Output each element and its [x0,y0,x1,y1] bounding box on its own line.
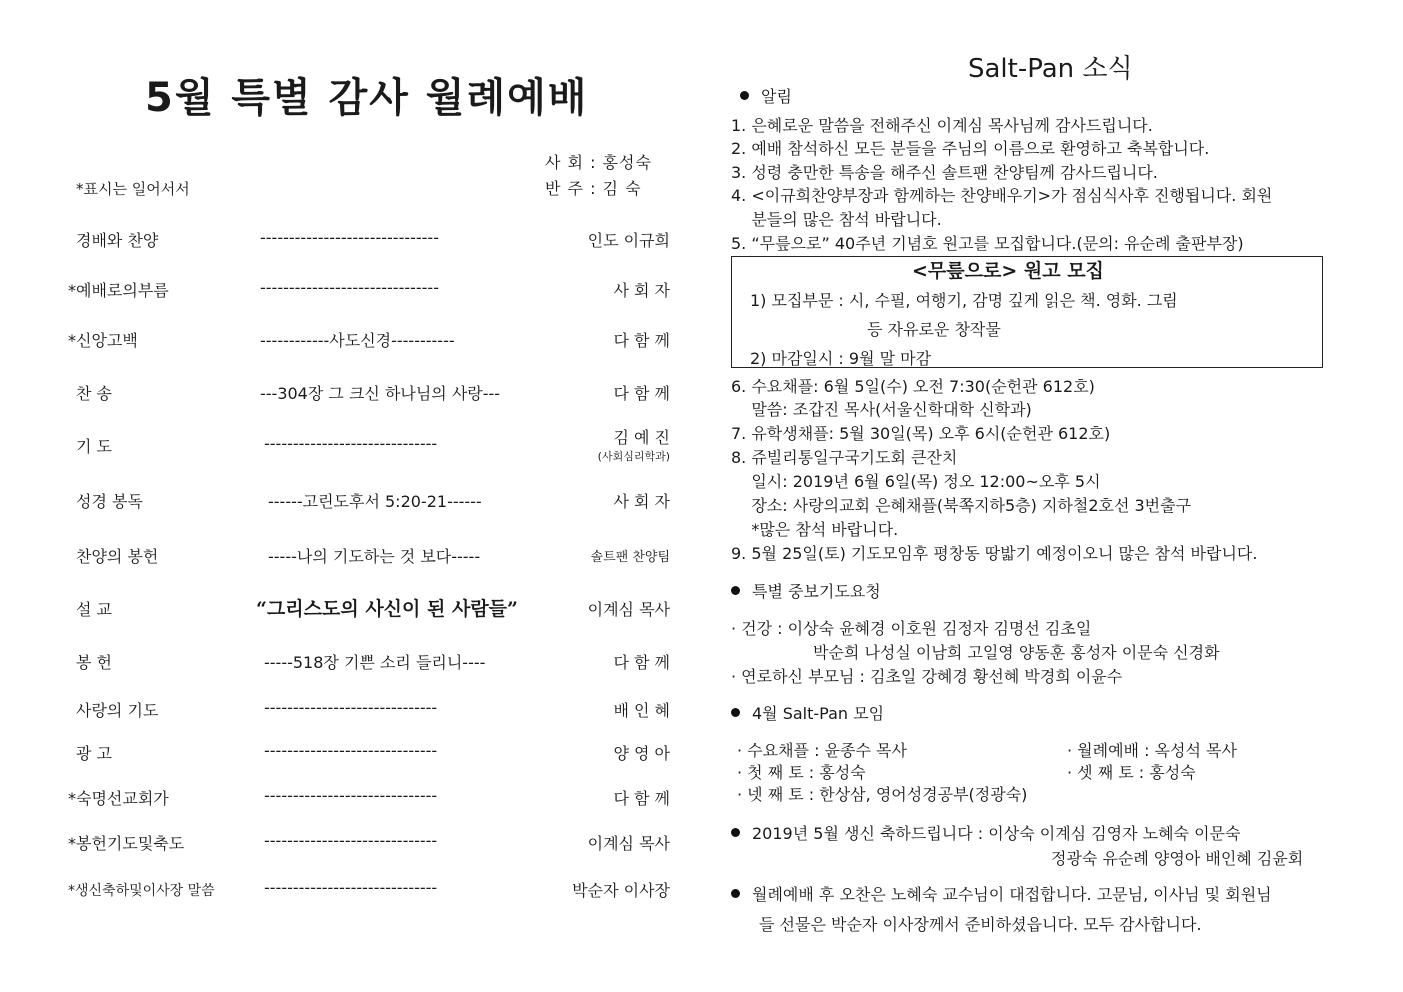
row-middle: ------------------------------ [264,831,438,850]
meeting-item: · 셋 째 토 : 홍성숙 [1067,763,1196,782]
row-label: 광 고 [76,744,112,763]
lunch-line: 월례예배 후 오찬은 노혜숙 교수님이 대접합니다. 고문님, 이사님 및 회원님 [731,882,1272,905]
row-right: 다 함 께 [613,331,670,350]
notice-item: 말씀: 조갑진 목사(서울신학대학 신학과) [731,400,1032,419]
row-label: 사랑의 기도 [76,701,159,720]
row-right: 다 함 께 [613,653,670,672]
row-label: *생신축하및이사장 말씀 [68,883,215,899]
manuscript-call-line: 등 자유로운 창작물 [867,320,1001,339]
row-middle: ------------------------------- [260,228,439,247]
row-middle: ------------------------------ [264,434,438,453]
bullet-icon [731,889,740,898]
row-label: 찬 송 [76,384,112,403]
prayer-item: 박순희 나성실 이남희 고일영 양동훈 홍성자 이문숙 신경화 [813,643,1220,662]
prayer-item: · 연로하신 부모님 : 김초일 강혜경 황선혜 박경희 이윤수 [731,667,1123,686]
prayer-item: · 건강 : 이상숙 윤혜경 이호원 김정자 김명선 김초일 [731,619,1092,638]
row-right: 배 인 혜 [613,701,670,720]
manuscript-call-line: 2) 마감일시 : 9월 말 마감 [750,349,932,368]
row-label: 성경 봉독 [76,492,143,511]
leader-accompanist: 반 주 : 김 숙 [545,179,642,198]
row-middle: ------------사도신경----------- [260,331,455,350]
row-right: 김 예 진 [613,428,670,447]
row-right: 다 함 께 [613,384,670,403]
row-right: 인도 이규희 [587,231,670,250]
row-middle: ------------------------------- [260,278,439,297]
row-label: 찬양의 봉헌 [76,547,159,566]
meeting-item: · 월례예배 : 옥성석 목사 [1067,741,1237,760]
row-right: 다 함 께 [613,789,670,808]
row-label: *예배로의부름 [68,281,169,300]
row-right: 양 영 아 [613,744,670,763]
row-middle: -----518장 기쁜 소리 들리니---- [264,653,486,672]
notice-item: 9. 5월 25일(토) 기도모임후 평창동 땅밟기 예정이오니 많은 참석 바랍니다. [731,544,1258,563]
row-middle: ---304장 그 크신 하나님의 사랑--- [260,384,501,403]
row-right: 사 회 자 [613,281,670,300]
notice-item: 일시: 2019년 6월 6일(목) 정오 12:00~오후 5시 [731,472,1101,491]
row-middle: ------------------------------ [264,741,438,760]
row-right: 솔트팬 찬양팀 [590,550,670,565]
lunch-line: 들 선물은 박순자 이사장께서 준비하셨읍니다. 모두 감사합니다. [759,915,1202,934]
notice-item: 2. 예배 참석하신 모든 분들을 주님의 이름으로 환영하고 축복합니다. [731,139,1210,158]
notice-heading: 알림 [740,84,792,107]
meeting-item: · 첫 째 토 : 홍성숙 [737,763,866,782]
row-middle: ------------------------------ [264,698,438,717]
row-right-sub: (사회심리학과) [597,450,670,463]
row-middle: ------------------------------ [264,786,438,805]
bullet-icon [731,708,740,717]
notice-item: 1. 은혜로운 말씀을 전해주신 이계심 목사님께 감사드립니다. [731,116,1153,135]
row-label: 경배와 찬양 [76,231,159,250]
row-label: *봉헌기도및축도 [68,834,185,853]
manuscript-call-title: <무릎으로> 원고 모집 [912,260,1104,282]
notice-item: 3. 성령 충만한 특송을 해주신 솔트팬 찬양팀께 감사드립니다. [731,163,1158,182]
row-right: 박순자 이사장 [572,881,670,900]
row-right: 이계심 목사 [587,600,670,619]
meeting-item: · 넷 째 토 : 한상삼, 영어성경공부(정광숙) [737,785,1028,804]
meeting-heading: 4월 Salt-Pan 모임 [731,701,884,724]
row-label: *숙명선교회가 [68,789,169,808]
row-label: 봉 헌 [76,653,112,672]
bullet-icon [731,586,740,595]
row-middle: ------------------------------ [264,878,438,897]
bullet-icon [731,828,740,837]
notice-item: 7. 유학생채플: 5월 30일(목) 오후 6시(순헌관 612호) [731,424,1111,443]
manuscript-call-line: 1) 모집부문 : 시, 수필, 여행기, 감명 깊게 읽은 책. 영화. 그림 [750,291,1178,310]
row-label: 설 교 [76,600,112,619]
notice-item: 분들의 많은 참석 바랍니다. [731,210,942,229]
meeting-item: · 수요채플 : 윤종수 목사 [737,741,907,760]
row-middle: ------고린도후서 5:20-21------ [268,492,482,511]
bullet-icon [740,91,749,100]
notice-item: 4. <이규희찬양부장과 함께하는 찬양배우기>가 점심식사후 진행됩니다. 회원 [731,186,1273,205]
sermon-title: “그리스도의 사신이 된 사람들” [256,598,518,620]
notice-item: 6. 수요채플: 6월 5일(수) 오전 7:30(순헌관 612호) [731,377,1095,396]
standing-note: *표시는 일어서서 [76,180,190,198]
row-label: 기 도 [76,437,112,456]
row-right: 사 회 자 [613,492,670,511]
row-middle: -----나의 기도하는 것 보다----- [268,547,481,566]
notice-item: 장소: 사랑의교회 은혜채플(북쪽지하5층) 지하철2호선 3번출구 [731,496,1192,515]
notice-item: 5. “무릎으로” 40주년 기념호 원고를 모집합니다.(문의: 유순례 출판부장) [731,234,1244,253]
birthday-line: 정광숙 유순례 양영아 배인혜 김윤회 [1051,849,1304,868]
leader-host: 사 회 : 홍성숙 [545,153,652,172]
birthday-line: 2019년 5월 생신 축하드립니다 : 이상숙 이계심 김영자 노혜숙 이문숙 [731,821,1240,844]
news-title: Salt-Pan 소식 [968,54,1133,84]
notice-item: *많은 참석 바랍니다. [731,520,899,539]
prayer-heading: 특별 중보기도요청 [731,579,881,602]
page-title: 5월 특별 감사 월례예배 [145,75,589,121]
notice-item: 8. 쥬빌리통일구국기도회 큰잔치 [731,448,958,467]
row-label: *신앙고백 [68,331,138,350]
row-right: 이계심 목사 [587,834,670,853]
